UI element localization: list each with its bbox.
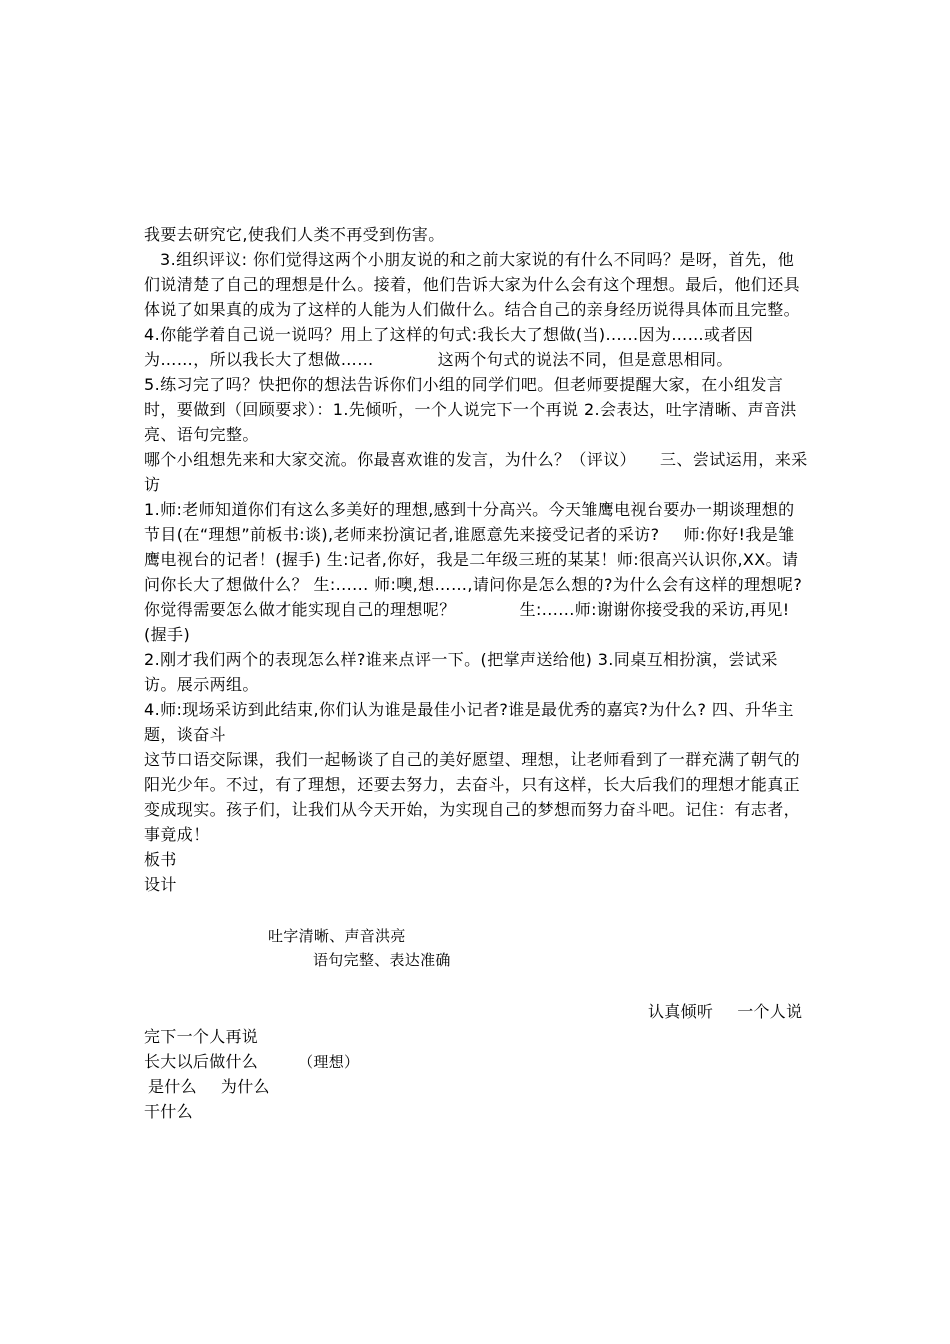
board-line-next-speaker: 完下一个人再说 [144,1027,259,1046]
paragraph-review: 2.刚才我们两个的表现怎么样?谁来点评一下。(把掌声送给他) 3.同桌互相扮演，尝试采访。展示两组。 [144,650,778,694]
interview-intro: 1.师:老师知道你们有这么多美好的理想,感到十分高兴。今天雏鹰电视台要办一期谈理想的节目(在“理想”前板书:谈),老师来扮演记者,谁愿意先来接受记者的采访? [144,500,795,544]
board-one-speaker-text: 一个人说 [737,1002,803,1021]
board-heading-2: 设计 [144,875,177,894]
paragraph-interview [144,497,810,647]
board-line-listening [648,999,802,1022]
interview-closing: 生:......师:谢谢你接受我的采访,再见!(握手) [144,600,790,644]
paragraph-research: 我要去研究它,使我们人类不再受到伤害。 [144,225,445,244]
paragraph-conclusion: 这节口语交际课，我们一起畅谈了自己的美好愿望、理想，让老师看到了一群充满了朝气的阳光少年。不过，有了理想，还要去努力，去奋斗，只有这样，长大后我们的理想才能真正变成现实。孩子们，让我们从今天开始，为实现自己的梦想而努力奋斗吧。记住：有志者，事竟成！ [144,750,801,844]
interview-dialogue: 师:你好!我是雏鹰电视台的记者！(握手) 生:记者,你好，我是二年级三班的某某！师:很高兴认识你,XX。请问你长大了想做什么？ 生:...... 师:噢,想……,请问你是怎么想的?为什么会有这样的理想呢?你觉得需要怎么做才能实现自己的理想呢？ [144,525,803,619]
paragraph-best-reporter: 4.师:现场采访到此结束,你们认为谁是最佳小记者?谁是最优秀的嘉宾?为什么? 四、升华主题，谈奋斗 [144,700,794,744]
paragraph-evaluation: 3.组织评议: 你们觉得这两个小朋友说的和之前大家说的有什么不同吗？是呀，首先，他们说清楚了自己的理想是什么。接着，他们告诉大家为什么会有这个理想。最后，他们还具体说了如果真的成为了这样的人能为人们做什么。结合自己的亲身经历说得具体而且完整。 [144,250,801,319]
board-line-what-why [148,1074,270,1097]
group-share-text: 哪个小组想先来和大家交流。你最喜欢谁的发言，为什么？（评议） [144,450,637,469]
paragraph-group-practice: 5.练习完了吗？快把你的想法告诉你们小组的同学们吧。但老师要提醒大家，在小组发言时，要做到（回顾要求）：1.先倾听，一个人说完下一个再说 2.会表达，吐字清晰、声音洪亮、语句完整。 [144,375,797,444]
board-why-text: 为什么 [220,1077,270,1096]
sentence-pattern-note: 这两个句式的说法不同，但是意思相同。 [437,350,733,369]
board-grown-up-text: 长大以后做什么 [144,1052,259,1071]
section-three-heading: 三、尝试运用，来采访 [144,450,808,494]
board-line-clear-speech: 吐字清晰、声音洪亮 [268,927,406,945]
board-line-do-what: 干什么 [144,1102,193,1121]
board-listen-text: 认真倾听 [648,1002,714,1021]
board-line-complete-sentences: 语句完整、表达准确 [313,951,451,969]
board-ideal-text: （理想） [298,1053,360,1071]
board-what-text: 是什么 [148,1077,197,1096]
board-heading-1: 板书 [144,850,177,869]
sentence-pattern-text: 4.你能学着自己说一说吗？用上了这样的句式:我长大了想做(当)......因为……或者因为……，所以我长大了想做…… [144,325,754,369]
board-line-when-grown-up [144,1049,359,1072]
paragraph-sentence-pattern [144,322,810,372]
lesson-text [144,222,810,897]
paragraph-group-share [144,447,810,497]
